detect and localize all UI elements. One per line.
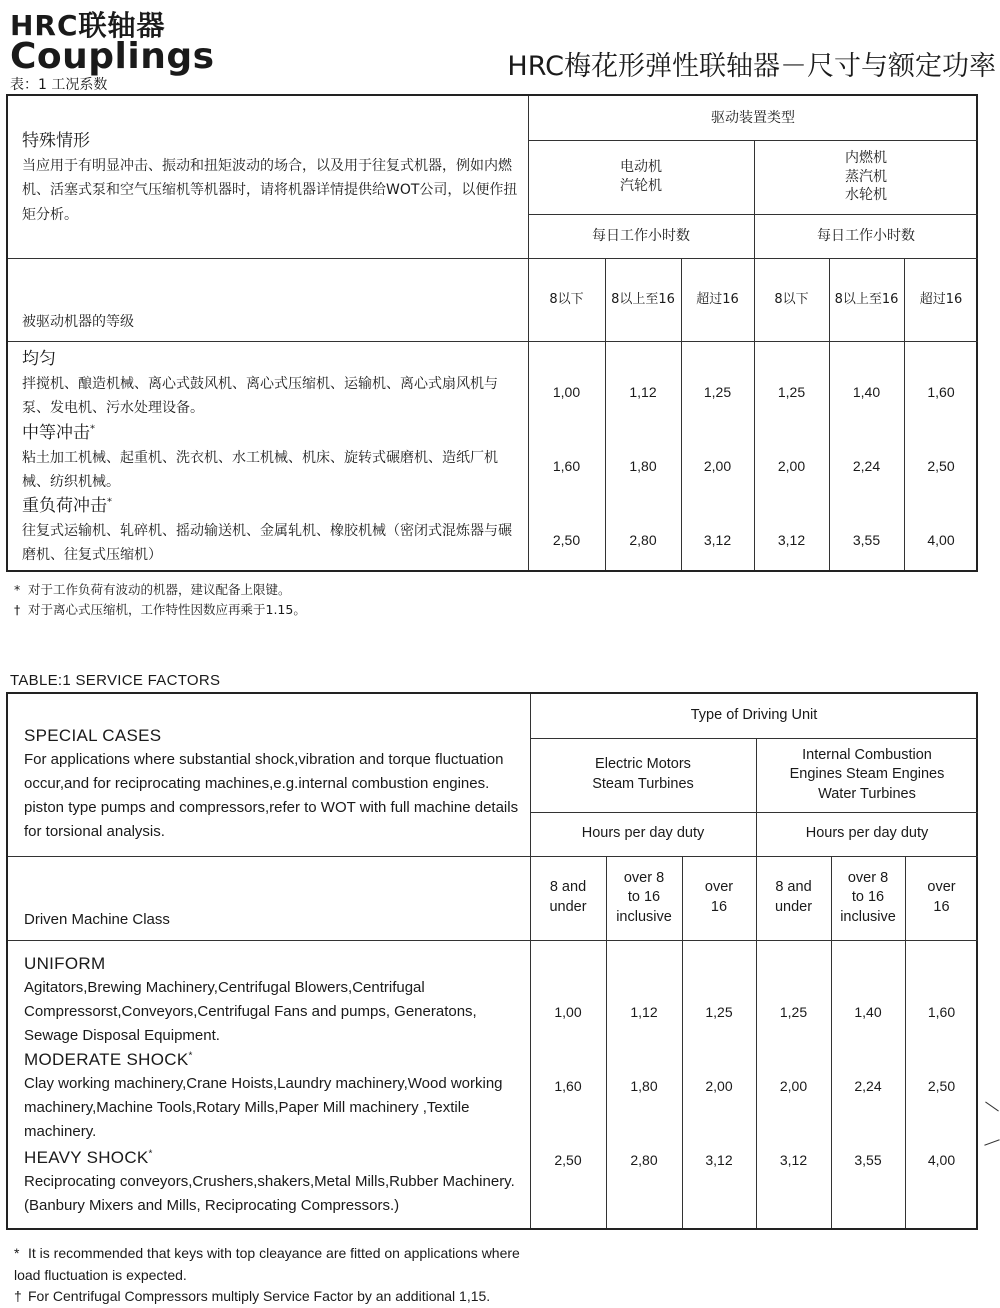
factor-value: 1,60 — [927, 1004, 956, 1020]
factor-value: 1,40 — [852, 384, 881, 400]
factor-value: 4,00 — [927, 1152, 956, 1168]
factor-value: 1,00 — [554, 1004, 582, 1020]
col-header: over 16 — [927, 879, 956, 915]
factor-value: 2,24 — [854, 1078, 882, 1094]
factor-value: 1,60 — [927, 384, 955, 400]
factor-value: 1,25 — [703, 384, 732, 400]
footnote-mark: * — [107, 496, 112, 508]
col-header: over 8 to 16 inclusive — [840, 869, 896, 925]
footnote-mark: * — [90, 423, 95, 435]
hours-header-2: Hours per day duty — [805, 825, 929, 842]
factor-value: 2,50 — [552, 532, 581, 548]
factor-value: 1,40 — [854, 1004, 882, 1020]
factor-value: 2,50 — [554, 1152, 582, 1168]
class-description: Clay working machinery,Crane Hoists,Laundry machinery,Wood working machinery,Machine Tools,Rotary Mills,Paper Mill machinery ,Textile machinery. — [24, 1074, 503, 1140]
hours-header-2: 每日工作小时数 — [817, 227, 915, 244]
table-label-en: TABLE:1 SERVICE FACTORS — [10, 672, 221, 689]
class-description: 往复式运输机、轧碎机、摇动输送机、金属轧机、橡胶机械（密闭式混炼器与碾磨机、往复式压缩机） — [22, 522, 512, 564]
factor-value: 1,00 — [552, 384, 581, 400]
col-header: 8 and under — [549, 879, 587, 915]
factor-value: 1,80 — [629, 458, 657, 474]
service-factor-table-en — [6, 692, 978, 1230]
special-cases-cell — [24, 724, 522, 844]
class-title: 均匀 — [22, 349, 56, 369]
col-header: 8以上至16 — [611, 291, 675, 307]
factor-value: 2,24 — [852, 458, 881, 474]
factor-value: 3,55 — [854, 1152, 882, 1168]
document-title: HRC梅花形弹性联轴器－尺寸与额定功率 — [507, 51, 996, 82]
class-row-moderate — [24, 1048, 522, 1144]
class-title: UNIFORM — [24, 954, 106, 973]
factor-value: 2,00 — [779, 1078, 808, 1094]
brand-chinese: HRC联轴器 — [10, 9, 166, 42]
class-title: MODERATE SHOCK — [24, 1050, 189, 1069]
class-description: Agitators,Brewing Machinery,Centrifugal Blowers,Centrifugal Compressorst,Conveyors,Centrifugal Fans and pumps, Generatons, Sewage Disposal Equipment. — [24, 978, 477, 1044]
class-description: 拌搅机、酿造机械、离心式鼓风机、离心式压缩机、运输机、离心式扇风机与泵、发电机、污水处理设备。 — [22, 375, 498, 417]
factor-value: 3,12 — [777, 532, 806, 548]
driven-class-label: 被驱动机器的等级 — [22, 314, 134, 330]
special-cases-text: For applications where substantial shock,vibration and torque fluctuation occur,and for reciprocating machines,e.g.internal combustion engines. piston type pumps and compressors,refer to WOT with full machine details for torsional analysis. — [24, 750, 519, 840]
class-row-uniform — [22, 348, 522, 421]
col-header: 超过16 — [919, 291, 963, 307]
footnote-1-en: * It is recommended that keys with top cleayance are fitted on applications where load fluctuation is expected. — [14, 1245, 520, 1284]
factor-value: 1,25 — [777, 384, 806, 400]
col-header: 超过16 — [696, 291, 739, 307]
factor-value: 2,50 — [927, 458, 955, 474]
class-title: 中等冲击 — [22, 423, 90, 443]
brand-english: Couplings — [10, 36, 215, 77]
factor-value: 2,80 — [630, 1152, 658, 1168]
factor-value: 4,00 — [927, 532, 955, 548]
driving-unit-header: Type of Driving Unit — [690, 707, 818, 724]
col-header: over 16 — [704, 879, 734, 915]
class-row-heavy — [22, 495, 522, 568]
special-cases-title: 特殊情形 — [22, 131, 90, 151]
factor-value: 2,00 — [705, 1078, 733, 1094]
class-row-heavy — [24, 1146, 522, 1218]
class-row-moderate — [22, 422, 522, 495]
edge-mark — [985, 1102, 999, 1112]
factor-value: 3,12 — [705, 1152, 733, 1168]
factor-value: 1,60 — [552, 458, 581, 474]
drive-group-1: Electric Motors Steam Turbines — [592, 756, 694, 792]
footnote-1-cn: * 对于工作负荷有波动的机器，建议配备上限键。 — [14, 582, 291, 597]
col-header: 8以下 — [549, 291, 584, 307]
col-header: over 8 to 16 inclusive — [616, 869, 672, 925]
hours-header-1: 每日工作小时数 — [592, 227, 690, 244]
hours-header-1: Hours per day duty — [581, 825, 705, 842]
factor-value: 3,55 — [852, 532, 881, 548]
drive-group-2: 内燃机 蒸汽机 水轮机 — [845, 149, 887, 204]
factor-value: 1,12 — [630, 1004, 658, 1020]
drive-group-2: Internal Combustion Engines Steam Engines Water Turbines — [789, 746, 945, 802]
factor-value: 3,12 — [703, 532, 732, 548]
factor-value: 1,25 — [779, 1004, 808, 1020]
factor-value: 1,60 — [554, 1078, 582, 1094]
footnote-mark: * — [188, 1050, 193, 1062]
col-header: 8以下 — [774, 291, 809, 307]
factor-value: 1,25 — [705, 1004, 733, 1020]
factor-value: 2,00 — [777, 458, 806, 474]
col-header: 8 and under — [774, 879, 813, 915]
factor-value: 1,12 — [629, 384, 657, 400]
special-cases-title: SPECIAL CASES — [24, 726, 162, 745]
footnote-2-en: † For Centrifugal Compressors multiply Service Factor by an additional 1,15. — [14, 1288, 491, 1304]
footnote-mark: * — [148, 1148, 153, 1160]
class-description: Reciprocating conveyors,Crushers,shakers,Metal Mills,Rubber Machinery. (Banbury Mixers and Mills, Reciprocating Compressors.) — [24, 1172, 515, 1214]
edge-mark — [984, 1139, 999, 1145]
special-cases-cell — [22, 130, 518, 227]
factor-value: 3,12 — [779, 1152, 808, 1168]
special-cases-text: 当应用于有明显冲击、振动和扭矩波动的场合，以及用于往复式机器，例如内燃机、活塞式泵和空气压缩机等机器时，请将机器详情提供给WOT公司，以便作扭矩分析。 — [22, 157, 518, 223]
class-title: 重负荷冲击 — [22, 496, 107, 516]
col-header: 8以上至16 — [834, 291, 899, 307]
footnote-2-cn: † 对于离心式压缩机，工作特性因数应再乘于1.15。 — [14, 602, 306, 617]
factor-value: 2,80 — [629, 532, 657, 548]
driven-class-label: Driven Machine Class — [24, 911, 170, 928]
class-row-uniform — [24, 952, 522, 1048]
class-description: 粘土加工机械、起重机、洗衣机、水工机械、机床、旋转式碾磨机、造纸厂机械、纺织机械。 — [22, 449, 498, 491]
factor-value: 1,80 — [630, 1078, 658, 1094]
drive-group-1: 电动机 汽轮机 — [620, 159, 662, 194]
driving-unit-header: 驱动装置类型 — [711, 109, 795, 126]
table-label-cn: 表：1 工况系数 — [10, 77, 108, 93]
class-title: HEAVY SHOCK — [24, 1148, 149, 1167]
service-factor-table-cn — [6, 94, 978, 572]
factor-value: 2,50 — [927, 1078, 956, 1094]
factor-value: 2,00 — [703, 458, 732, 474]
